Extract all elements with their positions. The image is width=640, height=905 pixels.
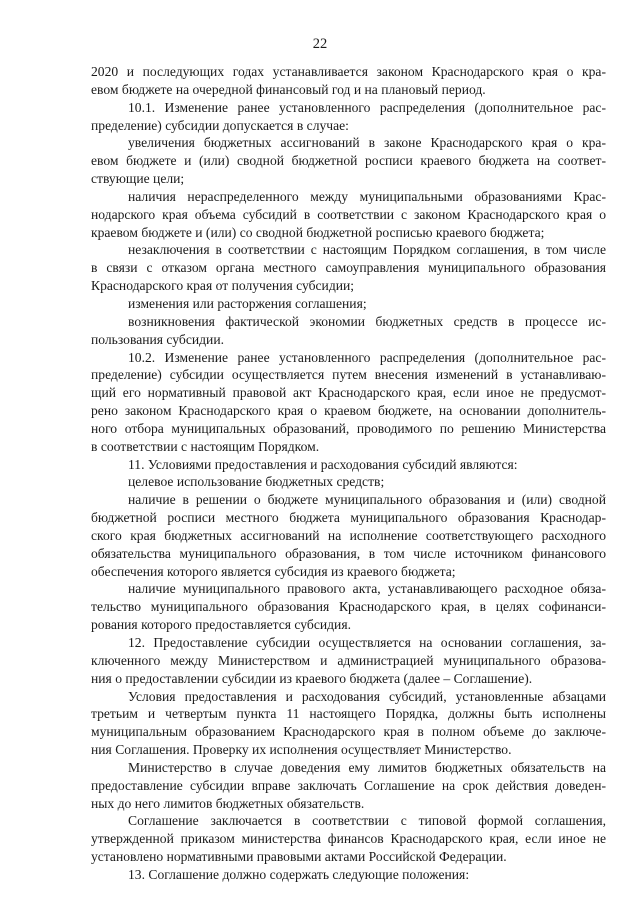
paragraph bbox=[91, 99, 606, 135]
text-line: ния о предоставлении субсидии из краевого бюджета (далее – Соглашение). bbox=[91, 670, 533, 686]
text-line: бюджетной росписи местного бюджета муниципального образования Краснодар- bbox=[91, 510, 606, 526]
text-line: ных до него лимитов бюджетных обязательств. bbox=[91, 795, 365, 811]
text-line: обеспечения которого является субсидия из краевого бюджета; bbox=[91, 563, 456, 579]
paragraph bbox=[91, 295, 606, 313]
paragraph bbox=[91, 134, 606, 188]
text-line: наличие муниципального правового акта, устанавливающего расходное обяза- bbox=[128, 581, 606, 597]
text-line: ствующие цели; bbox=[91, 171, 185, 187]
text-line: 13. Соглашение должно содержать следующие положения: bbox=[128, 866, 470, 882]
document-body bbox=[91, 63, 606, 884]
text-line: 11. Условиями предоставления и расходования субсидий являются: bbox=[128, 456, 518, 472]
text-line: евом бюджете на очередной финансовый год и на плановый период. bbox=[91, 81, 486, 97]
text-line: нодарского края объема субсидий в соответствии с законом Краснодарского края о bbox=[91, 206, 606, 222]
paragraph bbox=[91, 241, 606, 295]
text-line: пределение) субсидии осуществляется путем внесения изменений в устанавливаю- bbox=[91, 367, 606, 383]
text-line: установлено нормативными правовыми актами Российской Федерации. bbox=[91, 849, 507, 865]
text-line: обязательства муниципального образования, в том числе источником финансового bbox=[91, 545, 606, 561]
text-line: 10.1. Изменение ранее установленного распределения (дополнительное рас- bbox=[128, 99, 606, 115]
text-line: в связи с отказом органа местного самоуправления муниципального образования bbox=[91, 260, 606, 276]
text-line: ского края бюджетных ассигнований на исполнение соответствующего расходного bbox=[91, 527, 606, 543]
text-line: наличия нераспределенного между муниципальными образованиями Крас- bbox=[128, 188, 606, 204]
text-line: Министерство в случае доведения ему лимитов бюджетных обязательств на bbox=[128, 759, 606, 775]
text-line: тельство муниципального образования Краснодарского края, в целях софинанси- bbox=[91, 599, 606, 615]
text-line: 2020 и последующих годах устанавливается законом Краснодарского края о кра- bbox=[91, 64, 606, 79]
paragraph bbox=[91, 580, 606, 634]
text-line: ния Соглашения. Проверку их исполнения осуществляет Министерство. bbox=[91, 742, 512, 758]
text-line: Соглашение заключается в соответствии с типовой формой соглашения, bbox=[128, 813, 606, 829]
text-line: незаключения в соответствии с настоящим Порядком соглашения, в том числе bbox=[128, 242, 606, 258]
paragraph bbox=[91, 313, 606, 349]
text-line: краевом бюджете и (или) со сводной бюджетной росписью краевого бюджета; bbox=[91, 224, 545, 240]
text-line: изменения или расторжения соглашения; bbox=[128, 295, 367, 311]
page-number: 22 bbox=[312, 36, 328, 52]
paragraph bbox=[91, 473, 606, 491]
text-line: ключенного между Министерством и администрацией муниципального образова- bbox=[91, 652, 606, 668]
text-line: в соответствии с настоящим Порядком. bbox=[91, 438, 320, 454]
text-line: третьим и четвертым пункта 11 настоящего Порядка, должны быть исполнены bbox=[91, 706, 606, 722]
text-line: Условия предоставления и расходования субсидий, установленные абзацами bbox=[128, 688, 606, 704]
text-line: Краснодарского края от получения субсидии; bbox=[91, 278, 355, 294]
paragraph bbox=[91, 812, 606, 866]
paragraph bbox=[91, 634, 606, 688]
paragraph bbox=[91, 866, 606, 884]
paragraph bbox=[91, 491, 606, 580]
paragraph bbox=[91, 188, 606, 242]
paragraph bbox=[91, 456, 606, 474]
text-line: муниципальным образованием Краснодарского края в полном объеме до заключе- bbox=[91, 724, 606, 740]
paragraph bbox=[91, 759, 606, 813]
text-line: рования которого предоставляется субсидия. bbox=[91, 617, 351, 633]
text-line: целевое использование бюджетных средств; bbox=[128, 474, 385, 490]
text-line: 10.2. Изменение ранее установленного распределения (дополнительное рас- bbox=[128, 349, 606, 365]
text-line: 12. Предоставление субсидии осуществляется на основании соглашения, за- bbox=[128, 635, 606, 650]
paragraph bbox=[91, 688, 606, 759]
paragraph bbox=[91, 63, 606, 99]
text-line: евом бюджете и (или) сводной бюджетной росписи краевого бюджета на соответ- bbox=[91, 153, 606, 169]
text-line: пользования субсидии. bbox=[91, 331, 224, 347]
paragraph bbox=[91, 349, 606, 456]
text-line: увеличения бюджетных ассигнований в законе Краснодарского края о кра- bbox=[128, 135, 606, 151]
text-line: пределение) субсидии допускается в случае: bbox=[91, 117, 349, 133]
text-line: щий его нормативный правовой акт Краснодарского края, если иное не предусмот- bbox=[91, 385, 606, 401]
text-line: наличие в решении о бюджете муниципального образования и (или) сводной bbox=[128, 492, 606, 508]
text-line: ного отбора муниципальных образований, проводимого по решению Министерства bbox=[91, 420, 606, 436]
text-line: утвержденной приказом министерства финансов Краснодарского края, если иное не bbox=[91, 831, 606, 847]
text-line: предоставление субсидии вправе заключать Соглашение на срок действия доведен- bbox=[91, 777, 606, 793]
text-line: рено законом Краснодарского края о краевом бюджете, на основании дополнитель- bbox=[91, 403, 606, 419]
text-line: возникновения фактической экономии бюджетных средств в процессе ис- bbox=[128, 313, 606, 329]
